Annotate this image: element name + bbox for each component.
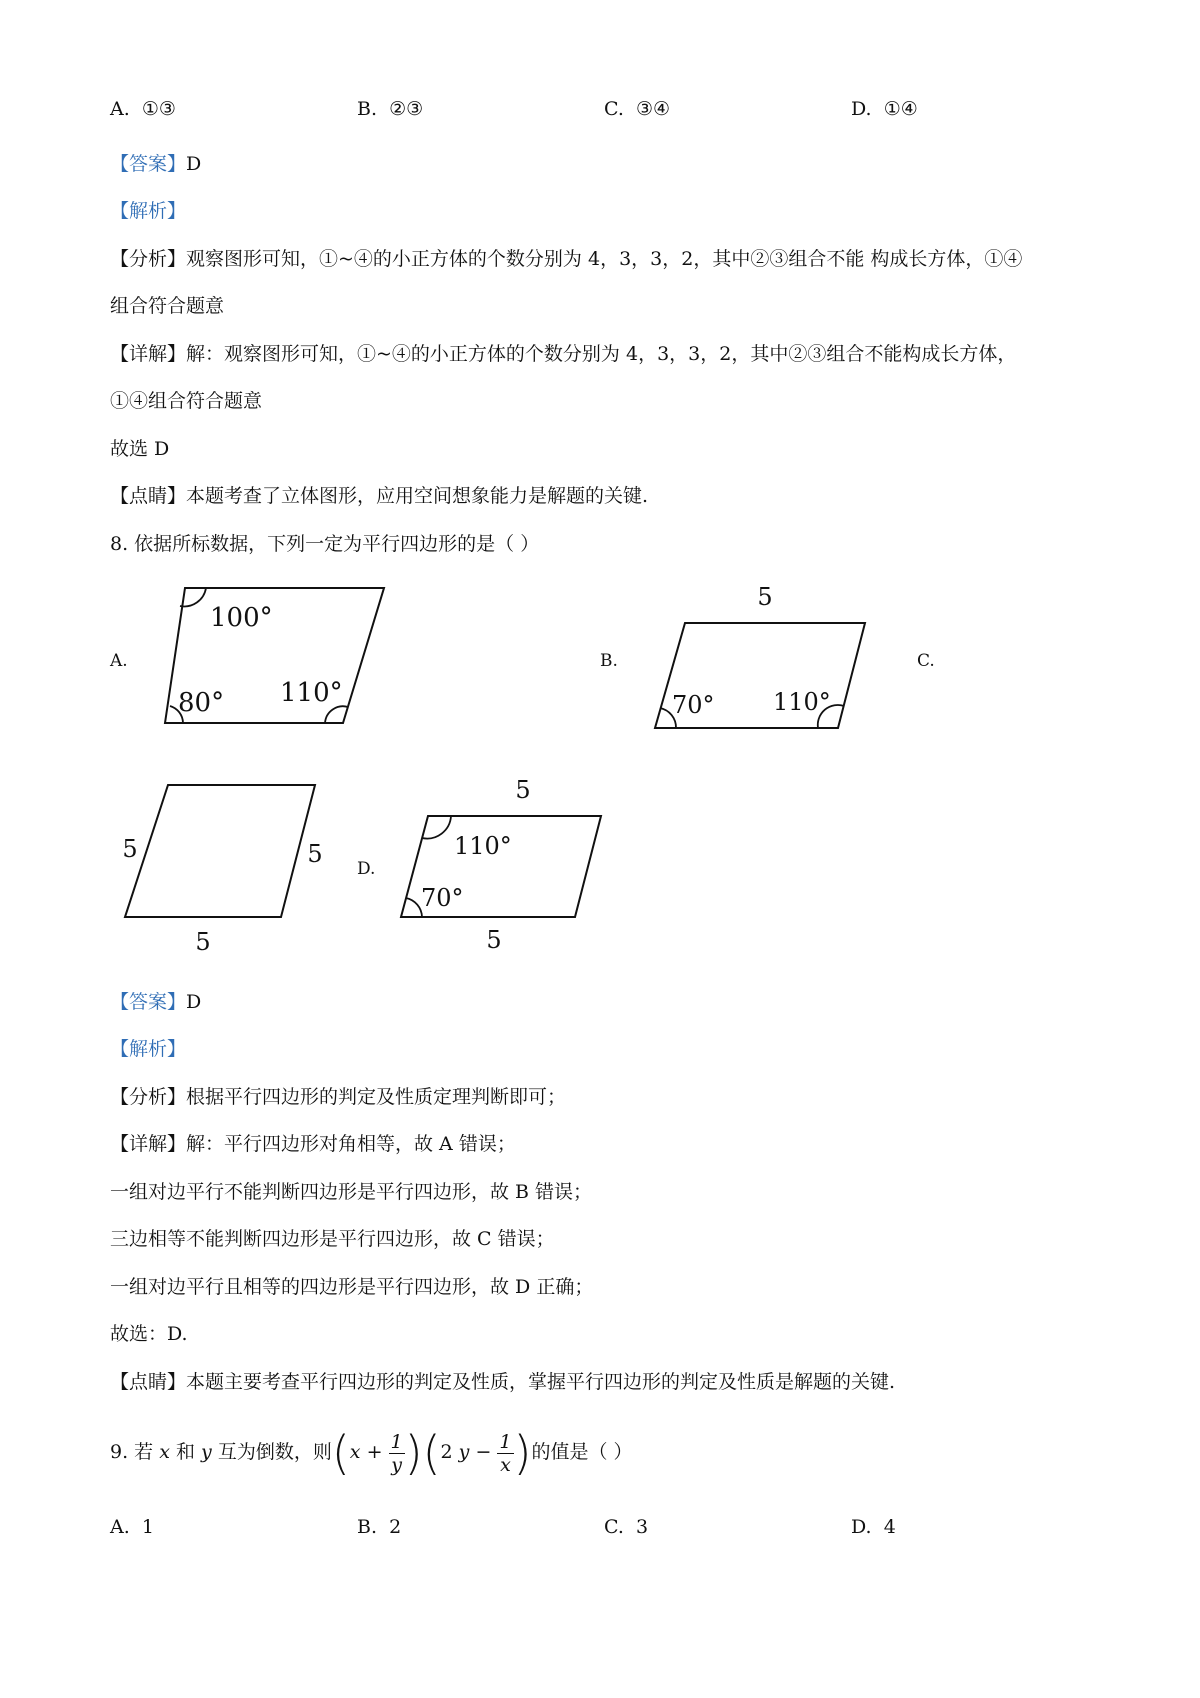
side-label-left: 5 [122,835,138,863]
q7-option-c [604,95,670,123]
angle-label-br: 110° [280,678,343,708]
option-letter: B. [357,1516,378,1538]
option-text: ①④ [883,98,918,120]
dianjing-text: 本题主要考查平行四边形的判定及性质，掌握平行四边形的判定及性质是解题的关键. [186,1371,896,1393]
stem-suffix: 的值是（ ） [531,1441,633,1463]
q8-fenxi [110,1083,566,1111]
q7-fenxi-line2: 组合符合题意 [110,295,225,317]
q8-stem: 8. 依据所标数据，下列一定为平行四边形的是（ ） [110,533,540,555]
fraction-1-over-x [497,1431,513,1476]
q7-fenxi-line1 [110,245,1022,273]
option-letter: B. [357,98,378,120]
q8-figure-d [395,775,615,955]
q9-option-a [110,1513,154,1541]
q8-figure-c [110,775,330,955]
var-y: y [201,1441,212,1463]
q7-option-d [851,95,918,123]
q9-option-c [604,1513,648,1541]
expr-minus: − [475,1441,492,1463]
angle-label-bl: 70° [421,884,464,912]
fenxi-tag: 【分析】 [110,248,187,270]
q8-line2: 一组对边平行不能判断四边形是平行四边形，故 B 错误； [110,1181,593,1203]
q7-dianjing [110,482,648,510]
stem-prefix: 9. 若 [110,1441,154,1463]
angle-label-br: 110° [773,688,831,716]
side-label-bottom: 5 [486,926,502,954]
q8-figure-a [150,578,395,733]
quadrilateral-shape [125,785,315,917]
paren-right: ) [404,1426,423,1480]
angle-label-top: 110° [454,832,512,860]
angle-arc-bl [406,898,422,917]
option-letter: A. [110,98,130,120]
q7-choose: 故选 D [110,438,170,460]
q7-analysis-tag: 【解析】 [110,200,187,222]
fenxi-text: 根据平行四边形的判定及性质定理判断即可； [186,1086,567,1108]
paren-left: ( [331,1426,350,1480]
expression [331,1426,532,1480]
frac-num: 1 [390,1430,403,1453]
q8-figure-a-letter: A. [110,651,128,671]
xiangjie-text: 解：观察图形可知，①~④的小正方体的个数分别为 4，3，3，2，其中②③组合不能构成长方体， [186,343,1017,365]
q8-figure-b-letter: B. [600,651,618,671]
q8-line3: 三边相等不能判断四边形是平行四边形，故 C 错误； [110,1228,555,1250]
expr-y: y [458,1441,470,1463]
option-letter: D. [851,1516,872,1538]
q7-answer [110,150,201,178]
dianjing-tag: 【点睛】 [110,485,187,507]
option-letter: C. [604,98,624,120]
stem-and: 和 [175,1441,195,1463]
fraction-1-over-y [389,1431,405,1476]
q9-stem [110,1422,633,1483]
option-text: ③④ [636,98,671,120]
paren-left-2: ( [422,1426,441,1480]
expr-plus: + [366,1441,383,1463]
side-label-right: 5 [307,840,323,868]
xiangjie-tag: 【详解】 [110,1133,187,1155]
frac-den: y [391,1453,402,1476]
side-label-bottom: 5 [195,928,211,955]
answer-value: D [186,153,202,175]
q8-choose: 故选：D. [110,1323,188,1345]
expr-two: 2 [440,1441,453,1463]
var-x: x [159,1441,170,1463]
answer-tag: 【答案】 [110,991,187,1013]
q8-analysis-tag: 【解析】 [110,1038,187,1060]
frac-den: x [500,1453,511,1476]
angle-label-bl: 80° [178,688,225,718]
q8-figure-d-letter: D. [357,859,376,879]
q7-xiangjie-line2: ①④组合符合题意 [110,390,263,412]
q8-answer [110,988,201,1016]
answer-tag: 【答案】 [110,153,187,175]
option-text: 2 [389,1516,402,1538]
q8-figure-c-letter: C. [917,651,935,671]
option-text: ①③ [141,98,176,120]
dianjing-tag: 【点睛】 [110,1371,187,1393]
side-label-top: 5 [515,776,531,804]
dianjing-text: 本题考查了立体图形，应用空间想象能力是解题的关键. [186,485,649,507]
angle-label-bl: 70° [672,691,715,719]
q7-option-b [357,95,423,123]
q9-option-b [357,1513,401,1541]
q8-xiangjie-line1 [110,1130,516,1158]
answer-value: D [186,991,202,1013]
xiangjie-text: 解：平行四边形对角相等，故 A 错误； [186,1133,516,1155]
q7-xiangjie-line1 [110,340,1016,368]
q8-line4: 一组对边平行且相等的四边形是平行四边形，故 D 正确； [110,1276,594,1298]
q9-option-d [851,1513,896,1541]
fenxi-text: 观察图形可知，①~④的小正方体的个数分别为 4，3，3，2，其中②③组合不能 构成长方体，①④ [186,248,1023,270]
fenxi-tag: 【分析】 [110,1086,187,1108]
paren-right-2: ) [513,1426,532,1480]
option-letter: D. [851,98,872,120]
option-text: 3 [636,1516,649,1538]
option-text: ②③ [389,98,424,120]
option-letter: A. [110,1516,130,1538]
stem-mid: 互为倒数，则 [217,1441,332,1463]
side-label-top: 5 [757,585,773,611]
expr-x: x [349,1441,361,1463]
angle-label-top: 100° [210,603,273,633]
q8-dianjing [110,1368,895,1396]
xiangjie-tag: 【详解】 [110,343,187,365]
option-text: 4 [883,1516,896,1538]
option-text: 1 [141,1516,154,1538]
frac-num: 1 [499,1430,512,1453]
q8-figure-b [645,585,885,735]
option-letter: C. [604,1516,624,1538]
q7-option-a [110,95,176,123]
